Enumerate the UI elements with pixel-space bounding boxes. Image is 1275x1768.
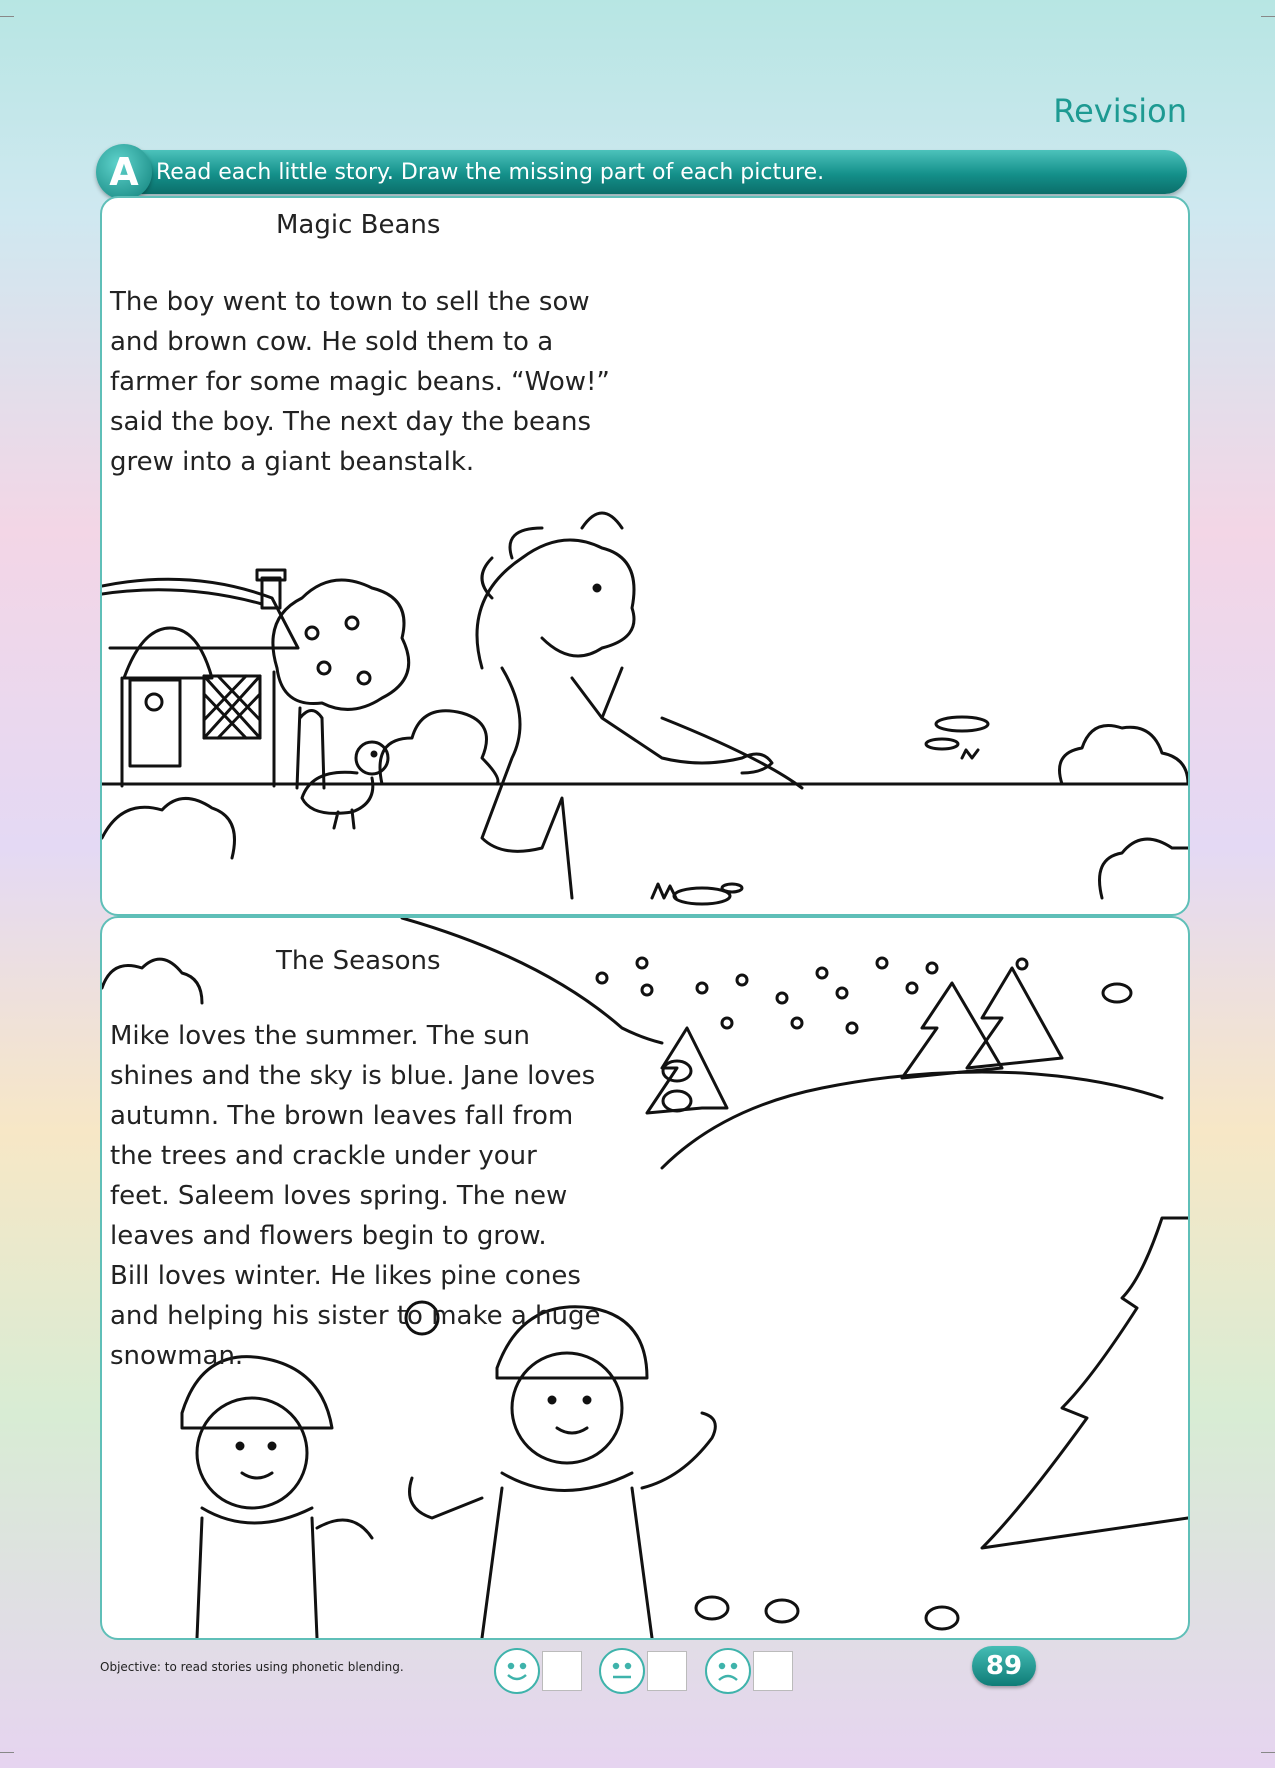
sad-face-icon[interactable] <box>705 1648 751 1694</box>
story-panel-the-seasons <box>100 916 1190 1640</box>
sad-checkbox[interactable] <box>753 1651 793 1691</box>
crop-mark <box>0 16 14 17</box>
crop-mark <box>0 1752 14 1753</box>
story-title: The Seasons <box>276 946 441 976</box>
story-title: Magic Beans <box>276 210 441 240</box>
activity-letter-badge: A <box>96 144 152 200</box>
crop-mark <box>1261 16 1275 17</box>
neutral-checkbox[interactable] <box>647 1651 687 1691</box>
story-panel-magic-beans <box>100 196 1190 916</box>
page-number: 89 <box>972 1646 1036 1686</box>
happy-face-icon[interactable] <box>494 1648 540 1694</box>
crop-mark <box>1261 1752 1275 1753</box>
neutral-face-icon[interactable] <box>599 1648 645 1694</box>
section-title: Revision <box>1053 92 1187 130</box>
objective-note: Objective: to read stories using phonetic blending. <box>100 1660 404 1674</box>
happy-checkbox[interactable] <box>542 1651 582 1691</box>
instruction-text: Read each little story. Draw the missing part of each picture. <box>156 160 825 185</box>
story-text: The boy went to town to sell the sow and brown cow. He sold them to a farmer for some magic beans. “Wow!” said the boy. The next day the beans grew into a giant beanstalk. <box>110 287 610 477</box>
story-text: Mike loves the summer. The sun shines and the sky is blue. Jane loves autumn. The brown leaves fall from the trees and crackle under your feet. Saleem loves spring. The new leaves and flowers begin to grow. Bill loves winter. He likes pine cones and helping his sister to make a huge snowman. <box>110 1021 601 1371</box>
